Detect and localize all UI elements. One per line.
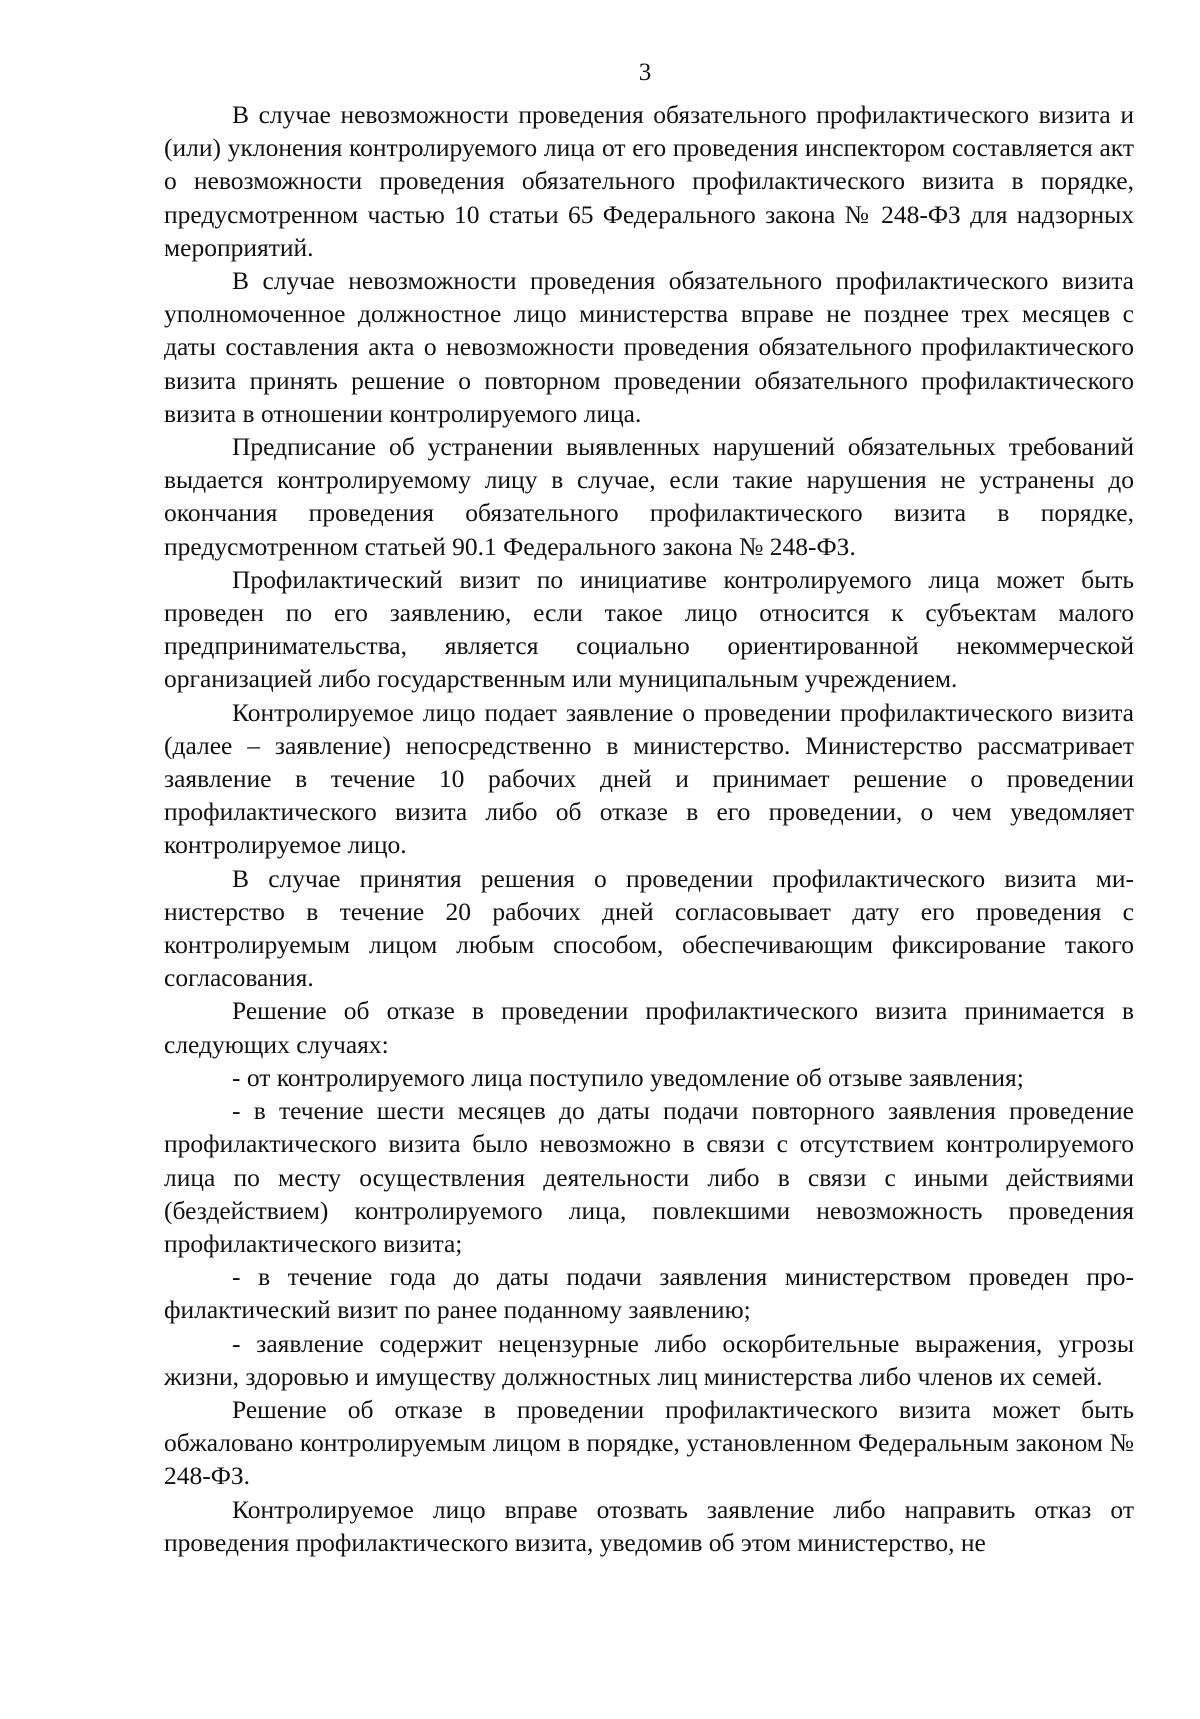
paragraph-4: Профилактический визит по инициативе контролируемого лица может быть проведен по его заявлению, если такое лицо относится к субъектам малого предпринимательства, является социально ориентированной некоммерческой организацией либо государственным или муниципальным учреждением. <box>164 564 1134 694</box>
paragraph-1: В случае невозможности проведения обязательного профилактического визита и (или) уклонения контролируемого лица от его проведения инспектором составляется акт о невозможности проведения обязательного профилактического визита в порядке, предусмотренном частью 10 статьи 65 Федерального закона № 248-ФЗ для надзорных мероприятий. <box>164 100 1134 262</box>
list-item-1: - от контролируемого лица поступило уведомление об отзыве заявления; <box>232 1062 1024 1092</box>
paragraph-7: Решение об отказе в проведении профилактического визита принимается в следующих случаях: <box>164 996 1134 1059</box>
list-item-2: - в течение шести месяцев до даты подачи повторного заявления проведение профилактического визита было невозможно в связи с отсутствием контролируемого лица по месту осуществления деятельности либо в связи с иными действиями (бездействием) контролируемого лица, повлекшими невозможность проведения профилактического визита; <box>164 1096 1134 1258</box>
list-item-4: - заявление содержит нецензурные либо оскорбительные выражения, угрозы жизни, здоровью и имуществу должностных лиц министерства либо членов их семей. <box>164 1328 1134 1391</box>
page-number: 3 <box>638 59 652 86</box>
paragraph-6: В случае принятия решения о проведении профилактического визита министерство в течение 20 рабочих дней согласовывает дату его проведения с контролируемым лицом любым способом, обеспечивающим фиксирование такого согласования. <box>164 863 1134 993</box>
document-body <box>164 98 1134 1559</box>
paragraph-5: Контролируемое лицо подает заявление о проведении профилактического визита (далее – заявление) непосредственно в министерство. Министерство рассматривает заявление в течение 10 рабочих дней и принимает решение о проведении профилактического визита либо об отказе в его проведении, о чем уведомляет контролируемое лицо. <box>164 697 1134 860</box>
paragraph-8: Решение об отказе в проведении профилактического визита может быть обжаловано контролируемым лицом в порядке, установленном Федеральным законом № 248-ФЗ. <box>164 1394 1134 1491</box>
list-item-3: - в течение года до даты подачи заявления министерством проведен профилактический визит по ранее поданному заявлению; <box>164 1262 1134 1325</box>
paragraph-3: Предписание об устранении выявленных нарушений обязательных требований выдается контролируемому лицу в случае, если такие нарушения не устранены до окончания проведения обязательного профилактического визита в порядке, предусмотренном статьей 90.1 Федерального закона № 248-ФЗ. <box>164 432 1134 561</box>
paragraph-9: Контролируемое лицо вправе отозвать заявление либо направить отказ от проведения профилактического визита, уведомив об этом министерство, не <box>164 1494 1134 1557</box>
paragraph-2: В случае невозможности проведения обязательного профилактического визита уполномоченное должностное лицо министерства вправе не позднее трех месяцев с даты составления акта о невозможности проведения обязательного профилактического визита принять решение о повторном проведении обязательного профилактического визита в отношении контролируемого лица. <box>164 266 1134 428</box>
